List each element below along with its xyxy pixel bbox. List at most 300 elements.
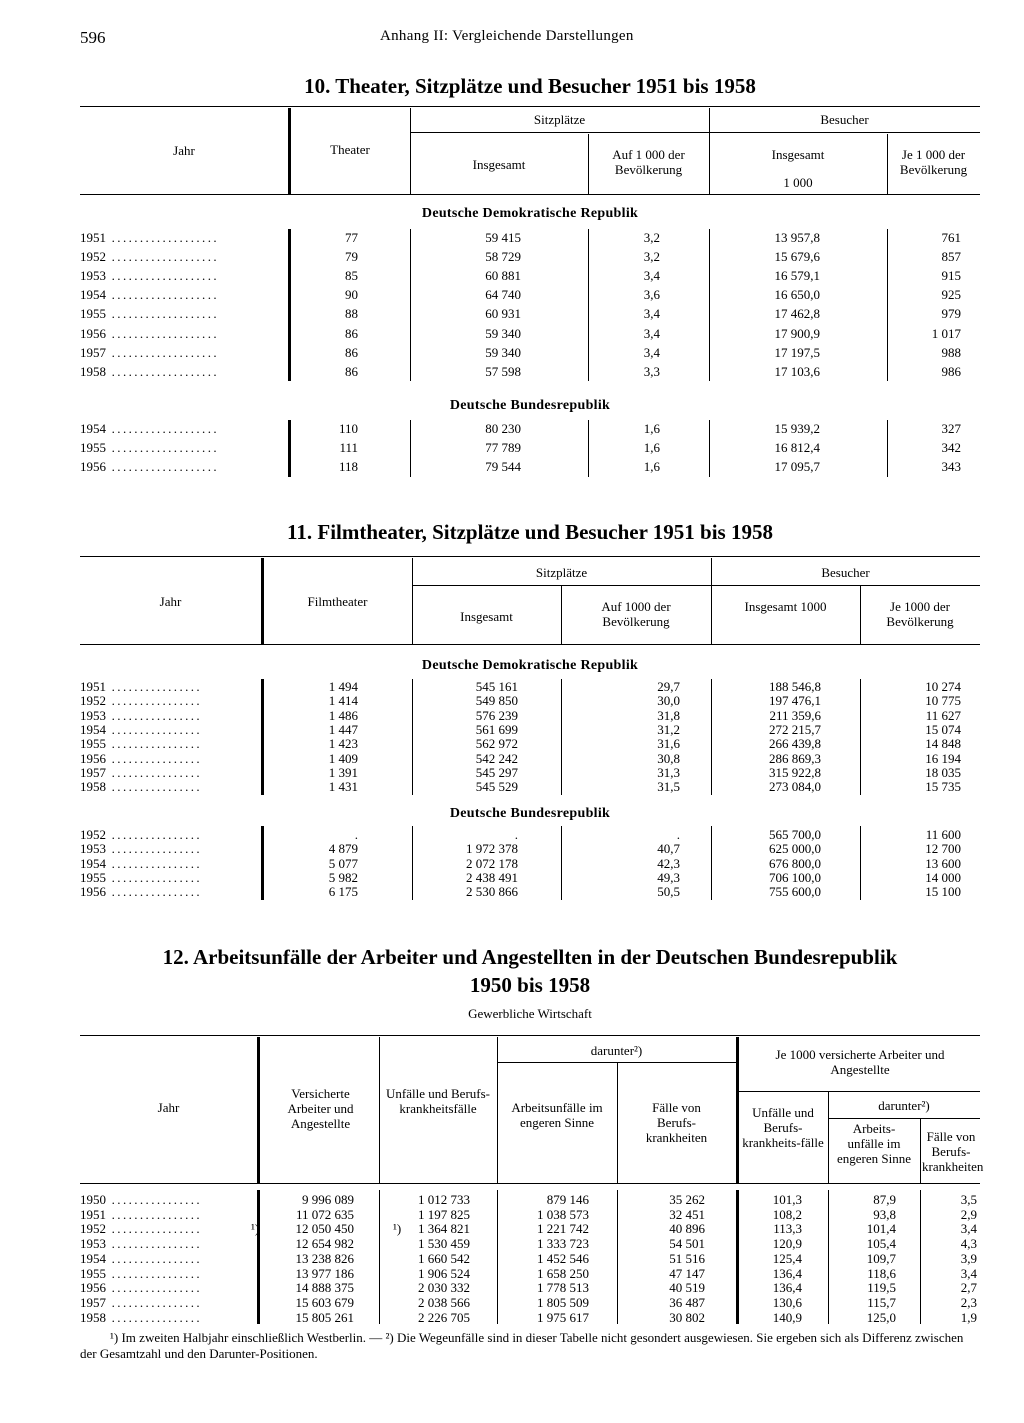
cell-seats: 542 242 [475, 750, 518, 766]
cell-r-dis: 3,5 [960, 1192, 977, 1207]
row-year-value: 1953 [80, 841, 106, 857]
table12-col-disease: Fälle von Berufs-krankheiten [645, 1100, 708, 1145]
cell-seats: 2 438 491 [466, 869, 518, 885]
cell-seats-per: 3,4 [643, 268, 660, 284]
row-year-value: 1953 [80, 707, 106, 723]
page-number: 596 [80, 28, 106, 47]
table12-subtitle: Gewerbliche Wirtschaft [468, 1006, 592, 1021]
cell-count: 6 175 [328, 884, 358, 900]
table10-header-rule [410, 132, 980, 133]
cell-seats-per: 31,3 [657, 764, 680, 780]
row-year [80, 1207, 202, 1223]
cell-visitors: 188 546,8 [769, 679, 821, 694]
row-leader-dots: ................ [106, 707, 203, 723]
cell-visitors: 17 103,6 [774, 363, 820, 379]
cell-insured: 11 072 635 [295, 1206, 354, 1222]
table10-col-seats-per: Auf 1 000 der Bevölkerung [612, 147, 685, 177]
table12-col-per-darunter: darunter²) [878, 1098, 930, 1113]
row-year-value: 1956 [80, 459, 106, 475]
row-leader-dots: ................ [106, 779, 203, 795]
cell-seats-per: 31,8 [657, 707, 680, 723]
row-year-value: 1958 [80, 779, 106, 795]
cell-count: 1 409 [328, 750, 358, 766]
cell-seats: 58 729 [485, 249, 521, 265]
cell-count: 86 [345, 325, 358, 341]
cell-insured: 13 238 826 [295, 1250, 354, 1266]
cell-visitors-per: 12 700 [925, 841, 961, 857]
cell-insured: 12 050 450 [295, 1221, 354, 1237]
cell-seats: 59 340 [485, 344, 521, 360]
cell-disease: 51 516 [669, 1250, 705, 1266]
cell-seats-per: 1,6 [643, 440, 660, 456]
table11-divider [711, 826, 712, 900]
cell-visitors: 755 600,0 [769, 884, 821, 900]
row-year [80, 268, 219, 284]
row-year-value: 1955 [80, 306, 106, 322]
table10-col-visitors: Besucher [820, 112, 869, 127]
table10-divider [588, 229, 589, 381]
table11-col-visitors-total: Insgesamt 1000 [744, 599, 827, 614]
table10-section-brd: Deutsche Bundesrepublik [449, 398, 611, 413]
cell-visitors-per: 11 600 [925, 827, 961, 842]
cell-visitors-per: 925 [941, 287, 961, 303]
cell-visitors: 16 650,0 [774, 287, 820, 303]
cell-seats-per: 1,6 [643, 421, 660, 436]
row-year-value: 1950 [80, 1192, 106, 1207]
table11-col-filmtheater: Filmtheater [307, 594, 368, 609]
cell-count: 86 [345, 344, 358, 360]
cell-visitors-per: 986 [941, 363, 961, 379]
cell-note: ¹) [251, 1221, 260, 1237]
cell-visitors-per: 1 017 [931, 325, 961, 341]
cell-visitors-per: 342 [941, 440, 961, 456]
row-year [80, 421, 219, 437]
cell-narrow: 1 221 742 [537, 1221, 589, 1237]
row-year-value: 1956 [80, 750, 106, 766]
row-year-value: 1956 [80, 1280, 106, 1296]
cell-insured: 15 805 261 [295, 1309, 354, 1325]
table12-divider [920, 1190, 921, 1324]
cell-count: 1 423 [328, 736, 358, 752]
cell-insured: 13 977 186 [295, 1265, 354, 1281]
cell-seats-per: 31,2 [657, 721, 680, 737]
table10-year-divider [288, 420, 291, 477]
cell-count: 1 414 [328, 693, 358, 709]
cell-r-narrow: 101,4 [866, 1221, 896, 1237]
row-year-value: 1956 [80, 884, 106, 900]
cell-r-acc: 136,4 [772, 1265, 802, 1281]
row-year-value: 1953 [80, 268, 106, 284]
table12-col-darunter: darunter²) [590, 1043, 643, 1058]
row-year-value: 1956 [80, 325, 106, 341]
row-year-value: 1952 [80, 1221, 106, 1237]
table10-section-ddr: Deutsche Demokratische Republik [421, 206, 639, 221]
table11-divider [860, 679, 861, 795]
cell-disease: 40 896 [669, 1221, 705, 1237]
row-year-value: 1958 [80, 1309, 106, 1325]
table11-divider [561, 826, 562, 900]
cell-insured: 9 996 089 [302, 1192, 354, 1207]
row-leader-dots: ................ [106, 1192, 203, 1207]
cell-visitors: 565 700,0 [769, 827, 821, 842]
row-leader-dots: ................ [106, 1236, 203, 1252]
table12-divider [736, 1190, 739, 1324]
table10-col-seats: Sitzplätze [533, 112, 586, 127]
table10-divider [709, 229, 710, 381]
cell-count: 1 391 [328, 764, 358, 780]
row-leader-dots: ................ [106, 1250, 203, 1266]
cell-insured: 14 888 375 [295, 1280, 354, 1296]
cell-r-acc: 125,4 [772, 1250, 802, 1266]
cell-seats-per: 3,4 [643, 344, 660, 360]
row-leader-dots: ................ [106, 1294, 203, 1310]
row-leader-dots: ................... [106, 230, 219, 245]
row-leader-dots: ................ [106, 721, 203, 737]
cell-narrow: 1 333 723 [537, 1236, 589, 1252]
cell-visitors: 16 579,1 [774, 268, 820, 284]
cell-seats: 545 161 [475, 679, 518, 694]
cell-disease: 36 487 [669, 1294, 705, 1310]
cell-visitors-per: 343 [941, 459, 961, 475]
cell-seats-per: 31,5 [657, 779, 680, 795]
cell-seats: . [514, 827, 518, 842]
cell-visitors: 315 922,8 [769, 764, 821, 780]
table10-header-bottom-rule [80, 194, 980, 195]
table11-header-rule [412, 585, 980, 586]
row-leader-dots: ................ [106, 841, 203, 857]
row-year-value: 1951 [80, 1206, 106, 1222]
cell-r-acc: 140,9 [772, 1309, 802, 1325]
row-year-value: 1954 [80, 287, 106, 303]
table12-divider [497, 1190, 498, 1324]
cell-visitors-per: 979 [941, 306, 961, 322]
cell-visitors: 272 215,7 [769, 721, 821, 737]
cell-visitors-per: 915 [941, 268, 961, 284]
cell-count: . [354, 827, 358, 842]
cell-accidents: 2 030 332 [418, 1280, 470, 1296]
cell-visitors: 16 812,4 [774, 440, 820, 456]
cell-r-narrow: 125,0 [866, 1309, 896, 1325]
row-leader-dots: ................ [106, 764, 203, 780]
cell-r-acc: 136,4 [772, 1280, 802, 1296]
row-year-value: 1954 [80, 721, 106, 737]
cell-r-acc: 108,2 [772, 1206, 802, 1222]
cell-count: 88 [345, 306, 358, 322]
row-year [80, 364, 219, 380]
cell-count: 85 [345, 268, 358, 284]
cell-seats: 64 740 [485, 287, 521, 303]
running-title: Anhang II: Vergleichende Darstellungen [380, 28, 634, 44]
cell-seats-per: 40,7 [657, 841, 680, 857]
row-leader-dots: ................ [106, 750, 203, 766]
cell-visitors-per: 857 [941, 249, 961, 265]
cell-narrow: 1 038 573 [537, 1206, 589, 1222]
cell-r-dis: 1,9 [960, 1309, 977, 1325]
cell-seats: 561 699 [475, 721, 518, 737]
table11-col-visitors: Besucher [821, 565, 870, 580]
table10-title: 10. Theater, Sitzplätze und Besucher 1951 bis 1958 [304, 74, 756, 98]
cell-visitors: 273 084,0 [769, 779, 821, 795]
cell-seats: 80 230 [485, 421, 521, 436]
cell-visitors-per: 16 194 [925, 750, 961, 766]
cell-visitors-per: 11 627 [925, 707, 961, 723]
cell-count: 4 879 [328, 841, 358, 857]
table12-divider [379, 1190, 380, 1324]
table12-col-per-accidents: Unfälle und Berufs-krankheits-fälle [742, 1105, 824, 1150]
row-year [80, 884, 202, 900]
cell-seats: 60 881 [485, 268, 521, 284]
table12-header-bottom-rule [80, 1183, 980, 1184]
row-leader-dots: ................ [106, 679, 203, 694]
cell-accidents: 1 197 825 [418, 1206, 470, 1222]
table12-header-rule [736, 1091, 980, 1092]
table11-year-divider [261, 679, 264, 795]
cell-r-narrow: 87,9 [873, 1192, 896, 1207]
cell-seats: 576 239 [475, 707, 518, 723]
table12-header-divider [257, 1037, 260, 1183]
cell-visitors: 197 476,1 [769, 693, 821, 709]
row-leader-dots: ................... [106, 306, 219, 322]
cell-visitors-per: 15 100 [925, 884, 961, 900]
cell-seats: 77 789 [485, 440, 521, 456]
cell-seats: 2 530 866 [466, 884, 518, 900]
table10-col-visitors-total: Insgesamt [771, 147, 825, 162]
table10-divider [410, 420, 411, 477]
cell-visitors-per: 14 000 [925, 869, 961, 885]
table11-section-ddr: Deutsche Demokratische Republik [421, 658, 639, 673]
table10-divider [887, 420, 888, 477]
cell-seats-per: 31,6 [657, 736, 680, 752]
cell-accidents: 1 364 821 [418, 1221, 470, 1237]
cell-visitors: 266 439,8 [769, 736, 821, 752]
cell-disease: 30 802 [669, 1309, 705, 1325]
row-leader-dots: ................... [106, 344, 219, 360]
table12-col-year: Jahr [157, 1100, 180, 1115]
table10-col-visitors-per: Je 1 000 der Bevölkerung [899, 147, 968, 177]
row-year-value: 1952 [80, 249, 106, 265]
row-year-value: 1953 [80, 1236, 106, 1252]
table11-divider [860, 826, 861, 900]
table12-col-insured: Versicherte Arbeiter und Angestellte [287, 1086, 354, 1131]
cell-count: 1 431 [328, 779, 358, 795]
row-leader-dots: ................ [106, 1280, 203, 1296]
cell-seats: 79 544 [485, 459, 521, 475]
cell-count: 1 486 [328, 707, 358, 723]
row-year [80, 345, 219, 361]
cell-seats-per: 50,5 [657, 884, 680, 900]
cell-seats: 545 297 [475, 764, 518, 780]
table12-footnotes: ¹) Im zweiten Halbjahr einschließlich Westberlin. — ²) Die Wegeunfälle sind in dieser Tabelle nicht gesondert ausgewiesen. Sie ergeben sich als Differenz zwischen der Gesamtzahl und den Darunter-Positionen. [80, 1330, 964, 1361]
cell-visitors: 13 957,8 [774, 230, 820, 245]
cell-visitors-per: 15 074 [925, 721, 961, 737]
table12-col-per-narrow: Arbeits-unfälle im engeren Sinne [836, 1121, 911, 1166]
table10-year-divider [288, 229, 291, 381]
cell-count: 110 [338, 421, 358, 436]
row-leader-dots: ................ [106, 693, 203, 709]
cell-narrow: 1 778 513 [537, 1280, 589, 1296]
cell-seats: 57 598 [485, 363, 521, 379]
cell-visitors-per: 15 735 [925, 779, 961, 795]
cell-insured: 12 654 982 [295, 1236, 354, 1252]
table11-divider [711, 679, 712, 795]
cell-r-dis: 2,7 [960, 1280, 977, 1296]
cell-seats: 549 850 [475, 693, 518, 709]
table11-col-seats-total: Insgesamt [460, 609, 513, 624]
cell-r-narrow: 105,4 [866, 1236, 896, 1252]
cell-accidents: 1 660 542 [418, 1250, 470, 1266]
cell-r-dis: 2,3 [960, 1294, 977, 1310]
cell-seats-per: 3,2 [643, 249, 660, 265]
row-year-value: 1957 [80, 764, 106, 780]
table12-title-line2: 1950 bis 1958 [469, 973, 591, 997]
cell-count: 5 077 [328, 855, 358, 871]
row-leader-dots: ................ [106, 855, 203, 871]
cell-r-acc: 120,9 [772, 1236, 802, 1252]
cell-seats: 1 972 378 [466, 841, 518, 857]
cell-r-acc: 130,6 [772, 1294, 802, 1310]
row-year [80, 1251, 202, 1267]
cell-note2: ¹) [393, 1221, 402, 1237]
row-year-value: 1955 [80, 1265, 106, 1281]
cell-seats-per: . [676, 827, 680, 842]
row-year [80, 1236, 202, 1252]
cell-count: 77 [345, 230, 358, 245]
table10-top-rule [80, 106, 980, 107]
table11-top-rule [80, 556, 980, 557]
row-year-value: 1955 [80, 440, 106, 456]
row-leader-dots: ................ [106, 1309, 203, 1325]
cell-r-dis: 3,9 [960, 1250, 977, 1266]
cell-r-dis: 3,4 [960, 1221, 977, 1237]
row-year [80, 1280, 202, 1296]
table12-year-divider [257, 1190, 260, 1324]
cell-r-dis: 2,9 [960, 1206, 977, 1222]
row-year [80, 326, 219, 342]
table12-divider [828, 1190, 829, 1324]
cell-r-acc: 113,3 [773, 1221, 802, 1237]
cell-r-narrow: 118,6 [867, 1265, 896, 1281]
table10-divider [709, 420, 710, 477]
cell-disease: 35 262 [669, 1192, 705, 1207]
cell-r-dis: 3,4 [960, 1265, 977, 1281]
cell-seats: 59 340 [485, 325, 521, 341]
cell-seats-per: 3,6 [643, 287, 660, 303]
table11-col-seats-per: Auf 1000 der Bevölkerung [601, 599, 671, 629]
cell-insured: 15 603 679 [295, 1294, 354, 1310]
cell-visitors: 286 869,3 [769, 750, 821, 766]
row-year [80, 1192, 202, 1208]
cell-seats-per: 3,4 [643, 325, 660, 341]
table11-title: 11. Filmtheater, Sitzplätze und Besucher 1951 bis 1958 [287, 520, 773, 544]
row-year-value: 1951 [80, 230, 106, 245]
table10-col-year: Jahr [173, 143, 195, 158]
table12-header-rule [828, 1118, 980, 1119]
cell-seats-per: 3,4 [643, 306, 660, 322]
cell-count: 111 [339, 440, 358, 456]
table10-col-theater: Theater [330, 142, 370, 157]
cell-visitors: 17 197,5 [774, 344, 820, 360]
cell-r-dis: 4,3 [960, 1236, 977, 1252]
cell-disease: 32 451 [669, 1206, 705, 1222]
cell-visitors: 17 900,9 [774, 325, 820, 341]
row-leader-dots: ................... [106, 325, 219, 341]
row-year [80, 1310, 202, 1326]
table12-title-line1: 12. Arbeitsunfälle der Arbeiter und Angestellten in der Deutschen Bundesrepublik [162, 945, 898, 969]
row-year-value: 1955 [80, 736, 106, 752]
cell-accidents: 1 012 733 [418, 1192, 470, 1207]
table12-col-narrow: Arbeitsunfälle im engeren Sinne [511, 1100, 603, 1130]
table12-col-per-disease: Fälle von Berufs-krankheiten [922, 1129, 984, 1174]
row-leader-dots: ................ [106, 1206, 203, 1222]
cell-seats-per: 29,7 [657, 679, 680, 694]
row-leader-dots: ................ [106, 884, 203, 900]
row-year-value: 1952 [80, 693, 106, 709]
cell-disease: 54 501 [669, 1236, 705, 1252]
cell-visitors: 706 100,0 [769, 869, 821, 885]
cell-seats-per: 30,0 [657, 693, 680, 709]
row-leader-dots: ................ [106, 736, 203, 752]
row-year [80, 230, 219, 246]
cell-visitors: 625 000,0 [769, 841, 821, 857]
cell-accidents: 1 906 524 [418, 1265, 470, 1281]
cell-visitors-per: 988 [941, 344, 961, 360]
table11-divider [561, 679, 562, 795]
cell-count: 1 494 [328, 679, 358, 694]
row-leader-dots: ................... [106, 421, 219, 436]
cell-accidents: 1 530 459 [418, 1236, 470, 1252]
cell-r-acc: 101,3 [772, 1192, 802, 1207]
row-leader-dots: ................... [106, 440, 219, 456]
cell-r-narrow: 115,7 [867, 1294, 896, 1310]
row-leader-dots: ................... [106, 287, 219, 303]
row-year-value: 1957 [80, 344, 106, 360]
table12-top-rule [80, 1035, 980, 1036]
cell-accidents: 2 226 705 [418, 1309, 470, 1325]
row-leader-dots: ................... [106, 363, 219, 379]
table11-section-brd: Deutsche Bundesrepublik [449, 806, 611, 821]
row-year-value: 1958 [80, 363, 106, 379]
row-leader-dots: ................... [106, 249, 219, 265]
cell-visitors: 676 800,0 [769, 855, 821, 871]
row-year [80, 1221, 202, 1237]
cell-visitors-per: 327 [941, 421, 961, 436]
cell-visitors-per: 13 600 [925, 855, 961, 871]
cell-seats-per: 49,3 [657, 869, 680, 885]
cell-count: 118 [338, 459, 358, 475]
table12-col-accidents: Unfälle und Berufs-krankheitsfälle [386, 1086, 490, 1116]
table12-divider [617, 1190, 618, 1324]
table11-divider [412, 679, 413, 795]
cell-seats: 2 072 178 [466, 855, 518, 871]
cell-narrow: 1 452 546 [537, 1250, 589, 1266]
table10-col-visitors-unit: 1 000 [783, 175, 813, 190]
cell-seats-per: 42,3 [657, 855, 680, 871]
cell-visitors-per: 10 274 [925, 679, 961, 694]
cell-count: 79 [345, 249, 358, 265]
row-year-value: 1954 [80, 421, 106, 436]
row-year-value: 1955 [80, 869, 106, 885]
cell-narrow: 1 658 250 [537, 1265, 589, 1281]
row-leader-dots: ................ [106, 1221, 203, 1237]
cell-disease: 47 147 [669, 1265, 705, 1281]
cell-narrow: 1 975 617 [537, 1309, 589, 1325]
cell-seats-per: 30,8 [657, 750, 680, 766]
cell-r-narrow: 93,8 [873, 1206, 896, 1222]
cell-seats-per: 1,6 [643, 459, 660, 475]
table11-col-seats: Sitzplätze [535, 565, 588, 580]
table10-divider [588, 420, 589, 477]
cell-r-narrow: 119,5 [867, 1280, 896, 1296]
